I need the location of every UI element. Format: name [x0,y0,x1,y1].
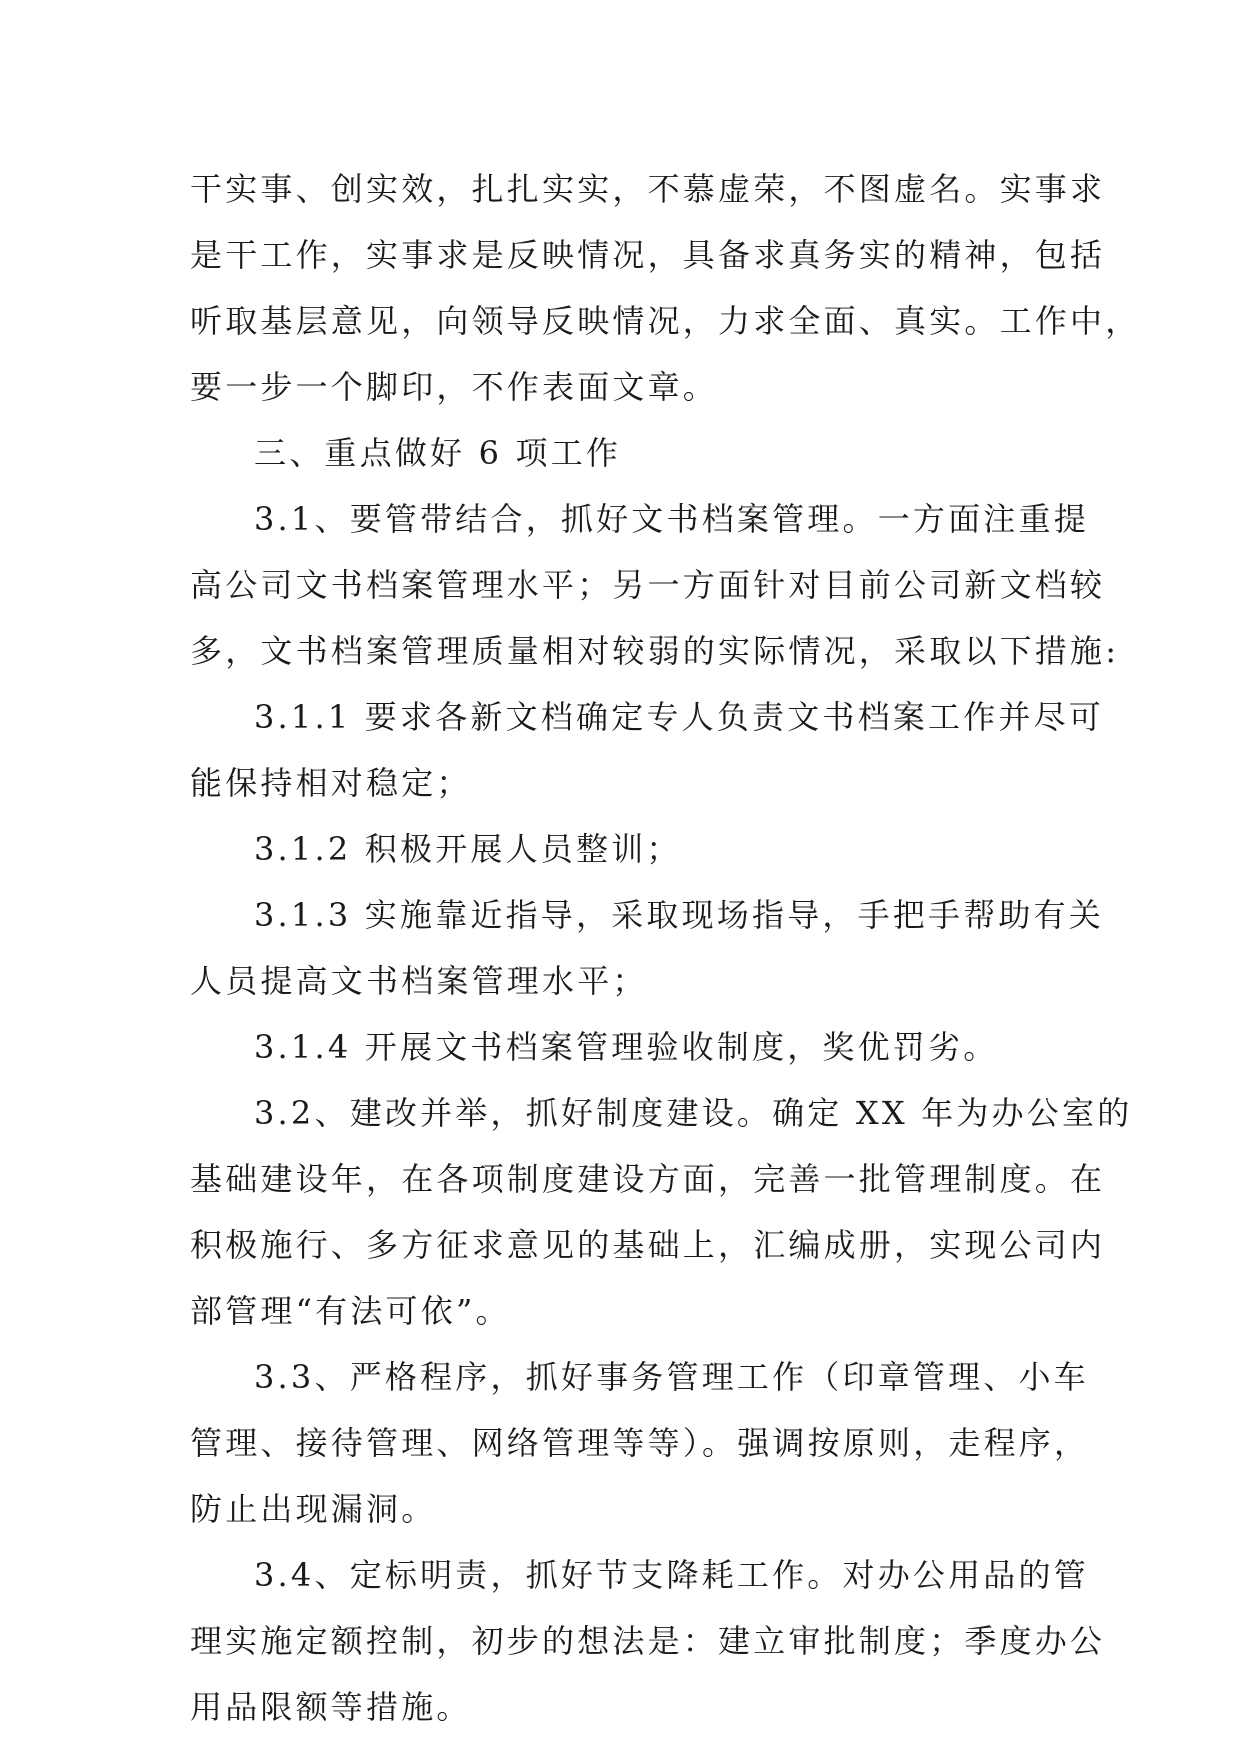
text-line: 三、重点做好 6 项工作 [254,434,622,472]
text-line: 多，文书档案管理质量相对较弱的实际情况，采取以下措施: [190,632,1120,670]
text-line: 3.2、建改并举，抓好制度建设。确定 XX 年为办公室的 [254,1094,1133,1132]
text-line: 用品限额等措施。 [190,1688,472,1726]
text-line: 3.1、要管带结合，抓好文书档案管理。一方面注重提 [254,500,1089,538]
text-line: 要一步一个脚印，不作表面文章。 [190,368,719,406]
text-line: 积极施行、多方征求意见的基础上，汇编成册，实现公司内 [190,1226,1106,1264]
text-line: 高公司文书档案管理水平；另一方面针对目前公司新文档较 [190,566,1106,604]
text-line: 干实事、创实效，扎扎实实，不慕虚荣，不图虚名。实事求 [190,170,1106,208]
text-line: 3.1.1 要求各新文档确定专人负责文书档案工作并尽可 [254,698,1104,736]
text-line: 听取基层意见，向领导反映情况，力求全面、真实。工作中， [190,302,1141,340]
text-line: 能保持相对稳定； [190,764,472,802]
text-line: 3.1.2 积极开展人员整训； [254,830,682,868]
text-line: 防止出现漏洞。 [190,1490,437,1528]
text-line: 3.1.3 实施靠近指导，采取现场指导，手把手帮助有关 [254,896,1104,934]
text-line: 是干工作，实事求是反映情况，具备求真务实的精神，包括 [190,236,1106,274]
text-line: 部管理“有法可依”。 [190,1292,511,1330]
text-line: 3.4、定标明责，抓好节支降耗工作。对办公用品的管 [254,1556,1089,1594]
text-line: 理实施定额控制，初步的想法是：建立审批制度；季度办公 [190,1622,1106,1660]
text-line: 人员提高文书档案管理水平； [190,962,648,1000]
text-line: 基础建设年，在各项制度建设方面，完善一批管理制度。在 [190,1160,1106,1198]
text-line: 3.1.4 开展文书档案管理验收制度，奖优罚劣。 [254,1028,999,1066]
text-line: 管理、接待管理、网络管理等等）。强调按原则，走程序， [190,1424,1090,1462]
document-body [190,156,1141,1740]
text-line: 3.3、严格程序，抓好事务管理工作（印章管理、小车 [254,1358,1089,1396]
